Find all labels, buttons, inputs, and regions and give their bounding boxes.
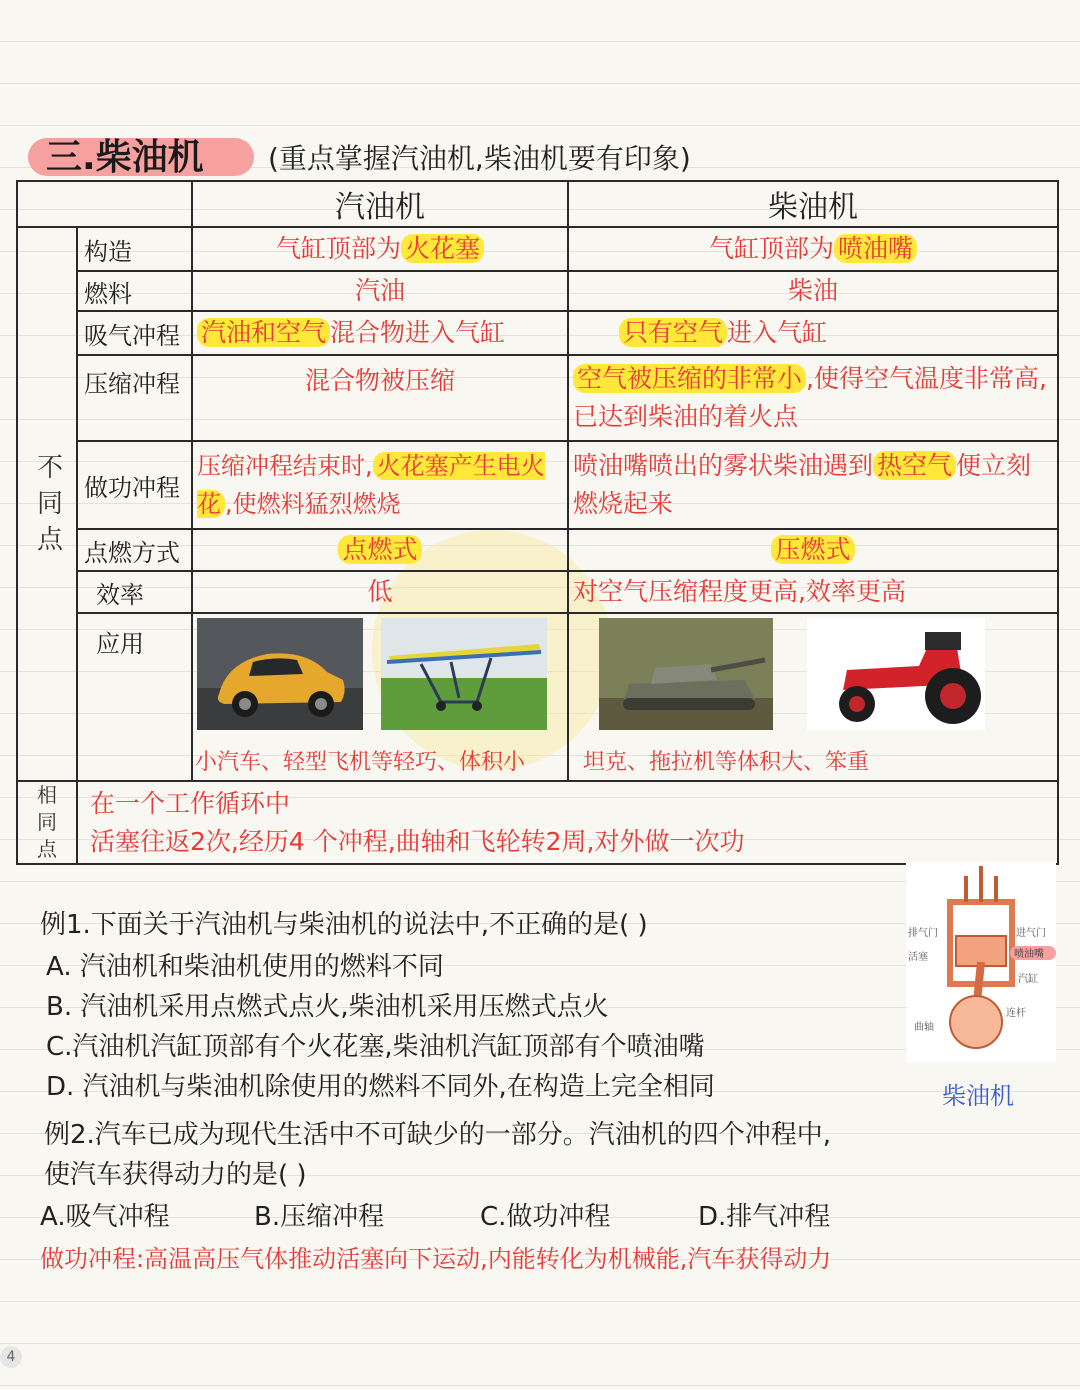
same-points-line-1: 在一个工作循环中: [90, 788, 291, 818]
table-row: [17, 529, 1058, 571]
row-label: 燃料: [77, 271, 192, 311]
gasoline-cell: 压缩冲程结束时, 火花塞产生电火花 ,使燃料猛烈燃烧: [192, 441, 568, 529]
page-number-badge: 4: [0, 1346, 22, 1368]
section-heading: [28, 134, 1068, 182]
example1-option-b: B. 汽油机采用点燃式点火,柴油机采用压燃式点火: [46, 992, 609, 1022]
gasoline-cell: 低: [192, 571, 568, 613]
label-connecting-rod: 连杆: [1006, 1008, 1026, 1019]
table-row: [17, 781, 1058, 864]
label-crankshaft: 曲轴: [914, 1022, 934, 1033]
label-injector: 喷油嘴: [1014, 949, 1044, 960]
diesel-cell: 只有空气 进入气缸: [568, 311, 1058, 355]
diesel-cell: 柴油: [568, 271, 1058, 311]
gasoline-cell: 汽油和空气 混合物进入气缸: [192, 311, 568, 355]
example2-option-d: D.排气冲程: [698, 1202, 831, 1232]
comparison-table: [16, 180, 1059, 865]
example1-question: 例1.下面关于汽油机与柴油机的说法中,不正确的是( ): [40, 910, 648, 940]
table-row: [17, 571, 1058, 613]
row-label: 做功冲程: [77, 441, 192, 529]
diff-points-label: 不同点: [17, 227, 77, 781]
same-points-line-2: 活塞往返2次,经历4 个冲程,曲轴和飞轮转2周,对外做一次功: [90, 826, 745, 856]
same-points-cell: [77, 781, 1058, 864]
table-row: [17, 355, 1058, 441]
label-piston: 活塞: [908, 952, 928, 963]
example2-answer: 做功冲程:高温高压气体推动活塞向下运动,内能转化为机械能,汽车获得动力: [40, 1245, 832, 1273]
example2-option-b: B.压缩冲程: [254, 1202, 385, 1232]
gasoline-cell: 点燃式: [192, 529, 568, 571]
label-exhaust: 排气门: [908, 928, 938, 939]
table-header-row: [17, 181, 1058, 227]
gasoline-cell: 混合物被压缩: [192, 355, 568, 441]
gasoline-applications-cell: [192, 613, 568, 781]
diesel-cell: 压燃式: [568, 529, 1058, 571]
diesel-applications-caption: 坦克、拖拉机等体积大、笨重: [583, 750, 870, 775]
row-label: 应用: [77, 613, 192, 781]
row-label: 效率: [77, 571, 192, 613]
gasoline-applications-caption: 小汽车、轻型飞机等轻巧、体积小: [195, 750, 526, 775]
label-intake: 进气门: [1016, 928, 1046, 939]
label-cylinder: 汽缸: [1018, 974, 1038, 985]
section-note: (重点掌握汽油机,柴油机要有印象): [268, 142, 691, 175]
row-label: 构造: [77, 227, 192, 271]
light-aircraft-photo: [381, 618, 547, 730]
diagram-caption: 柴油机: [942, 1082, 1014, 1110]
header-diesel: 柴油机: [568, 181, 1058, 227]
header-blank: [17, 181, 192, 227]
gasoline-cell: 汽油: [192, 271, 568, 311]
example1-option-d: D. 汽油机与柴油机除使用的燃料不同外,在构造上完全相同: [46, 1072, 715, 1102]
diesel-cell: 喷油嘴喷出的雾状柴油遇到 热空气 便立刻燃烧起来: [568, 441, 1058, 529]
example2-option-a: A.吸气冲程: [40, 1202, 170, 1232]
diesel-cell: 空气被压缩的非常小 ,使得空气温度非常高,已达到柴油的着火点: [568, 355, 1058, 441]
same-points-label: 相同点: [17, 781, 77, 864]
tractor-photo: [807, 618, 985, 730]
table-row: [17, 441, 1058, 529]
example2-question-line-1: 例2.汽车已成为现代生活中不可缺少的一部分。汽油机的四个冲程中,: [44, 1120, 832, 1150]
diesel-cell: 对空气压缩程度更高,效率更高: [568, 571, 1058, 613]
table-row: [17, 271, 1058, 311]
diesel-applications-cell: [568, 613, 1058, 781]
diesel-cell: 气缸顶部为 喷油嘴: [568, 227, 1058, 271]
row-label: 压缩冲程: [77, 355, 192, 441]
example1-option-c: C.汽油机汽缸顶部有个火花塞,柴油机汽缸顶部有个喷油嘴: [46, 1032, 705, 1062]
diesel-engine-diagram: [906, 862, 1056, 1062]
row-label: 点燃方式: [77, 529, 192, 571]
gasoline-cell: 气缸顶部为 火花塞: [192, 227, 568, 271]
header-gasoline: 汽油机: [192, 181, 568, 227]
tank-photo: [599, 618, 773, 730]
table-row: [17, 613, 1058, 781]
example2-option-c: C.做功冲程: [480, 1202, 611, 1232]
example1-option-a: A. 汽油机和柴油机使用的燃料不同: [46, 952, 444, 982]
car-photo: [197, 618, 363, 730]
table-row: [17, 227, 1058, 271]
section-title: 三.柴油机: [46, 137, 204, 178]
table-row: [17, 311, 1058, 355]
example2-question-line-2: 使汽车获得动力的是( ): [44, 1160, 307, 1190]
row-label: 吸气冲程: [77, 311, 192, 355]
